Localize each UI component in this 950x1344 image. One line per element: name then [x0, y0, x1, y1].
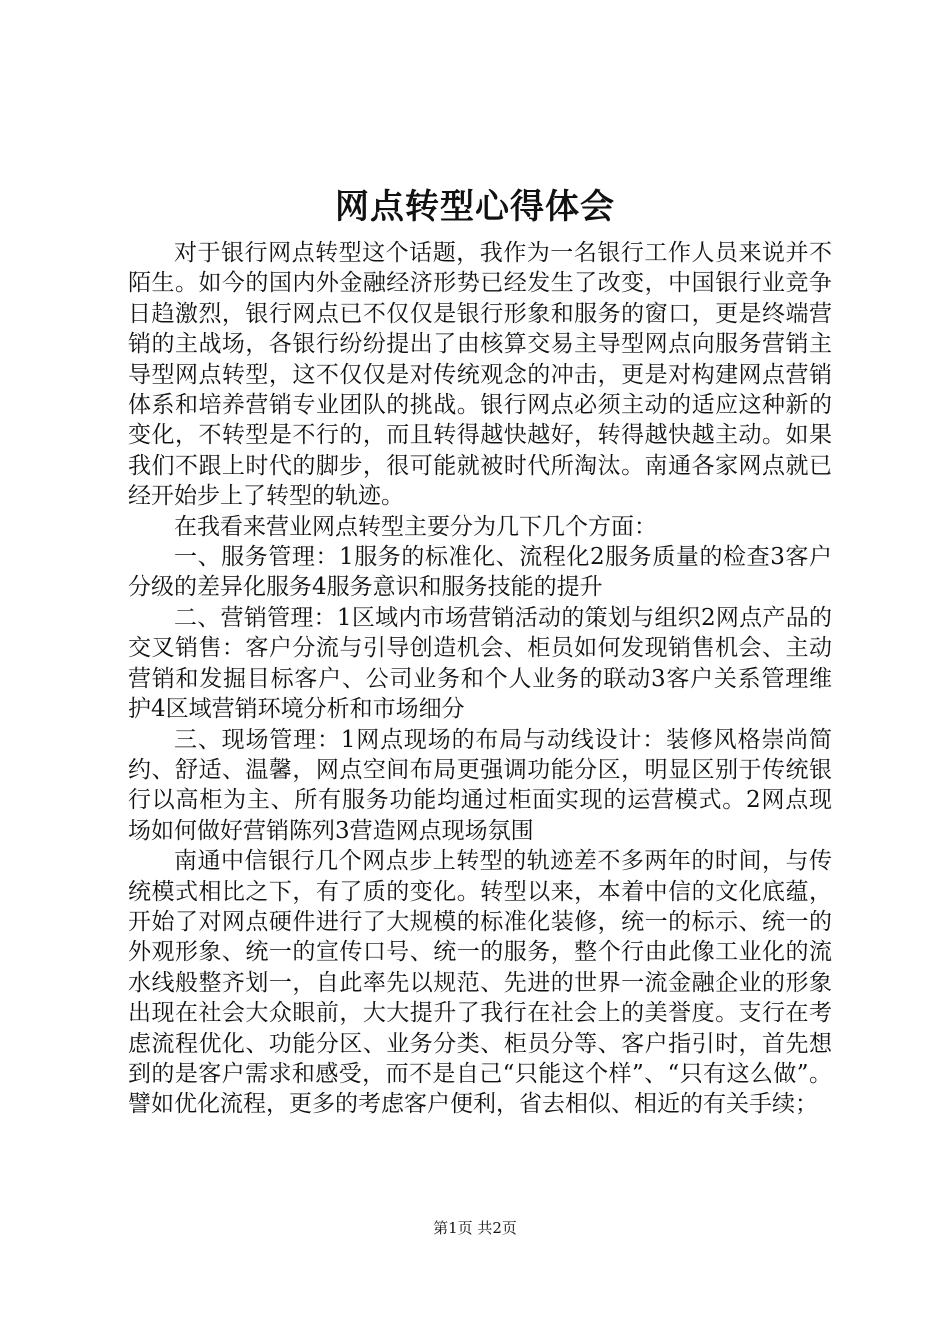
document-body: [128, 238, 832, 1120]
page-footer: 第1页 共2页: [433, 1219, 517, 1237]
paragraph-service-management: 一、服务管理：1服务的标准化、流程化2服务质量的检查3客户分级的差异化服务4服务意识和服务技能的提升: [128, 544, 832, 601]
paragraph-intro: 对于银行网点转型这个话题，我作为一名银行工作人员来说并不陌生。如今的国内外金融经济形势已经发生了改变，中国银行业竞争日趋激烈，银行网点已不仅仅是银行形象和服务的窗口，更是终端营销的主战场，各银行纷纷提出了由核算交易主导型网点向服务营销主导型网点转型，这不仅仅是对传统观念的冲击，更是对构建网点营销体系和培养营销专业团队的挑战。银行网点必须主动的适应这种新的变化，不转型是不行的，而且转得越快越好，转得越快越主动。如果我们不跟上时代的脚步，很可能就被时代所淘汰。南通各家网点就已经开始步上了转型的轨迹。: [128, 240, 832, 510]
paragraph-nantong-citic: 南通中信银行几个网点步上转型的轨迹差不多两年的时间，与传统模式相比之下，有了质的变化。转型以来，本着中信的文化底蕴，开始了对网点硬件进行了大规模的标准化装修，统一的标示、统一的外观形象、统一的宣传口号、统一的服务，整个行由此像工业化的流水线般整齐划一，自此率先以规范、先进的世界一流金融企业的形象出现在社会大众眼前，大大提升了我行在社会上的美誉度。支行在考虑流程优化、功能分区、业务分类、柜员分等、客户指引时，首先想到的是客户需求和感受，而不是自己“只能这个样”、“只有这么做”。譬如优化流程，更多的考虑客户便利，省去相似、相近的有关手续；: [128, 848, 832, 1118]
paragraph-marketing-management: 二、营销管理：1区域内市场营销活动的策划与组织2网点产品的交叉销售：客户分流与引导创造机会、柜员如何发现销售机会、主动营销和发掘目标客户、公司业务和个人业务的联动3客户关系管理维护4区域营销环境分析和市场细分: [128, 604, 832, 723]
paragraph-overview: 在我看来营业网点转型主要分为几下几个方面：: [174, 513, 657, 540]
document-title: 网点转型心得体会: [335, 187, 615, 227]
paragraph-site-management: 三、现场管理：1网点现场的布局与动线设计：装修风格崇尚简约、舒适、温馨，网点空间布局更强调功能分区，明显区别于传统银行以高柜为主、所有服务功能均通过柜面实现的运营模式。2网点现场如何做好营销陈列3营造网点现场氛围: [128, 726, 832, 844]
